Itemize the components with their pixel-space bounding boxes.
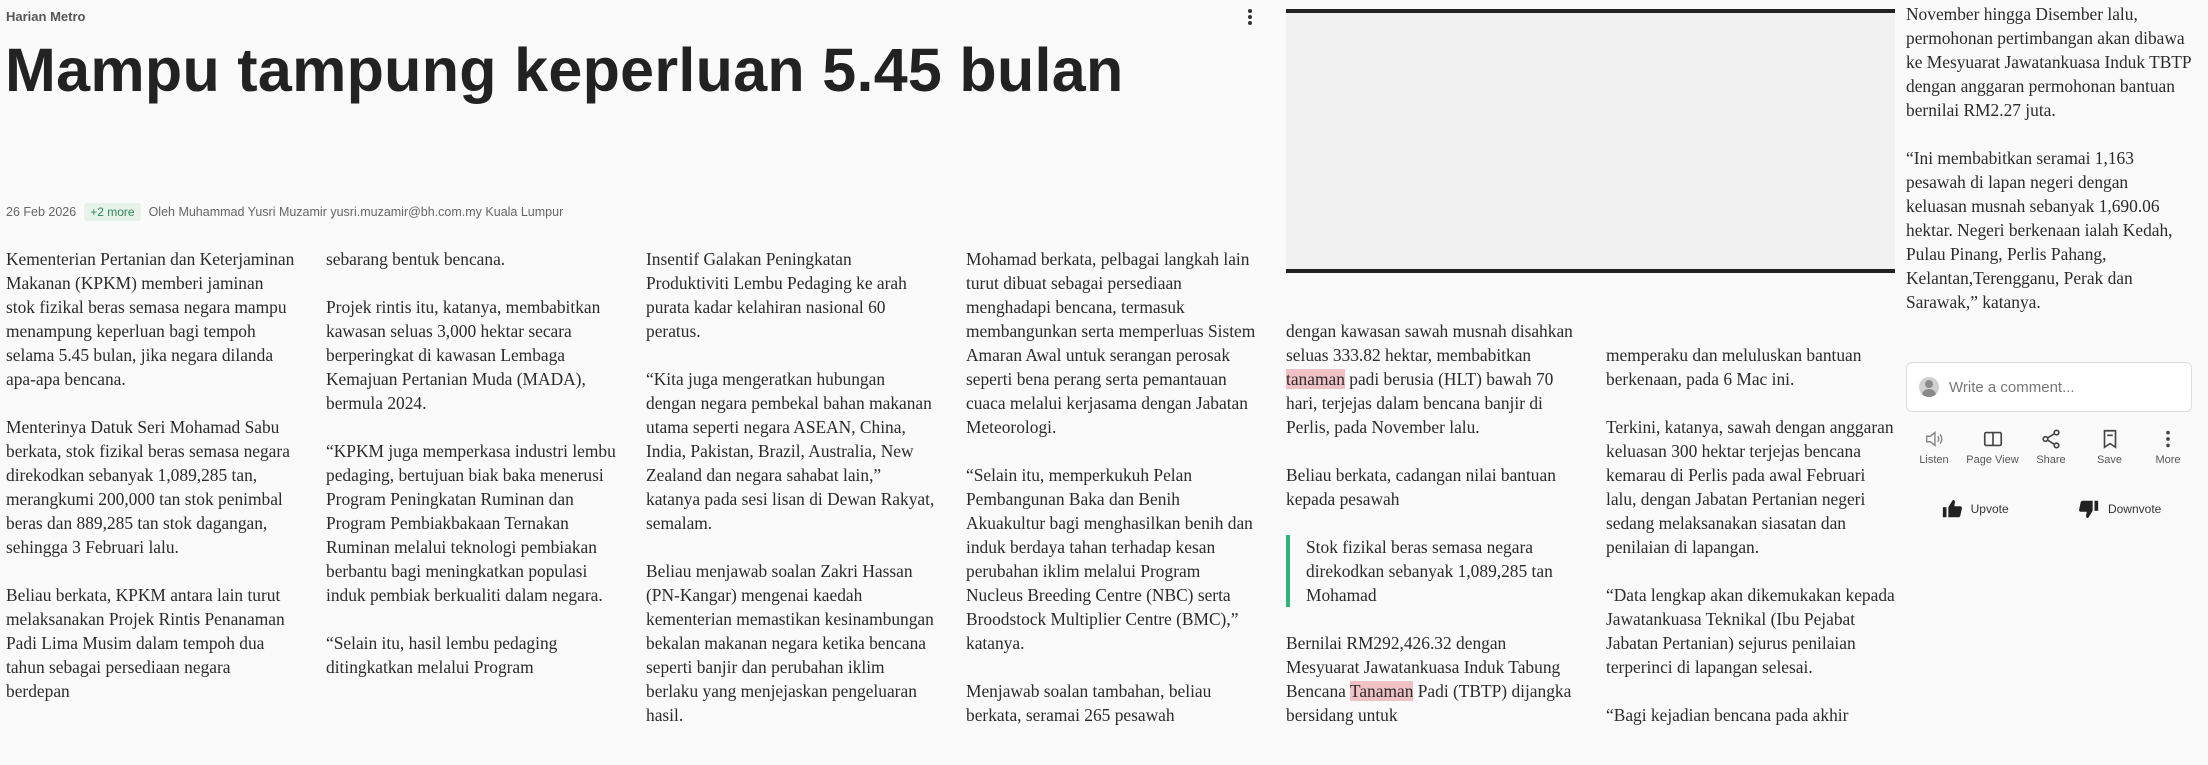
article-image [1286, 9, 1895, 273]
paragraph: Menjawab soalan tambahan, beliau berkata, seramai 265 pesawah [966, 681, 1212, 725]
comment-input[interactable] [1906, 362, 2192, 412]
paragraph: “Data lengkap akan dikemukakan kepada Jawatankuasa Teknikal (Ibu Pejabat Jabatan Pertanian) sejurus penilaian terperinci di lapangan selesai. [1606, 585, 1895, 677]
paragraph: Beliau berkata, cadangan nilai bantuan kepada pesawah [1286, 465, 1556, 509]
text-span: dengan kawasan sawah musnah disahkan seluas 333.82 hektar, membabitkan [1286, 321, 1573, 365]
article-column-3 [646, 247, 936, 751]
highlight[interactable]: Tanaman [1349, 681, 1414, 701]
comment-placeholder: Write a comment... [1949, 378, 2075, 396]
publisher-label: Harian Metro [6, 9, 86, 24]
action-label: More [2155, 454, 2181, 466]
text-span: padi berusia (HLT) bawah 70 hari, terjejas dalam bencana banjir di Perlis, pada November lalu. [1286, 369, 1554, 437]
speaker-icon [1923, 428, 1945, 450]
paragraph: “Kita juga mengeratkan hubungan dengan negara pembekal bahan makanan utama seperti negara ASEAN, China, India, Pakistan, Brazil, Australia, New Zealand dan negara sahabat lain,” katanya pada sesi lisan di Dewan Rakyat, semalam. [646, 369, 935, 533]
save-button[interactable] [2082, 428, 2138, 466]
thumbs-up-icon [1941, 498, 1963, 520]
highlight[interactable]: tanaman [1286, 369, 1345, 389]
action-bar [1906, 428, 2196, 466]
paragraph [1286, 631, 1576, 727]
upvote-label: Upvote [1970, 502, 2009, 516]
paragraph: Projek rintis itu, katanya, membabitkan kawasan seluas 3,000 hektar secara berperingkat di kawasan Lembaga Kemajuan Pertanian Muda (MADA), bermula 2024. [326, 297, 601, 413]
article-meta [6, 203, 563, 221]
sidebar-text [1906, 2, 2191, 338]
share-icon [2040, 428, 2062, 450]
paragraph: “Selain itu, hasil lembu pedaging ditingkatkan melalui Program [326, 633, 558, 677]
upvote-button[interactable] [1941, 498, 2009, 520]
thumbs-down-icon [2078, 498, 2100, 520]
paragraph: Menterinya Datuk Seri Mohamad Sabu berkata, stok fizikal beras semasa negara direkodkan sebanyak 1,089,285 tan, merangkumi 200,000 tan stok penimbal beras dan 889,285 tan stok dagangan, sehingga 3 Februari lalu. [6, 417, 290, 557]
article-byline: Oleh Muhammad Yusri Muzamir yusri.muzamir@bh.com.my Kuala Lumpur [148, 205, 564, 219]
paragraph: sebarang bentuk bencana. [326, 249, 506, 269]
paragraph: Beliau menjawab soalan Zakri Hassan (PN-Kangar) mengenai kaedah kementerian memastikan kesinambungan bekalan makanan negara ketika bencana seperti banjir dan perubahan iklim berlaku yang menjejaskan pengeluaran hasil. [646, 561, 934, 725]
page-view-icon [1982, 428, 2004, 450]
bookmark-icon [2099, 428, 2121, 450]
article-column-6 [1606, 343, 1896, 751]
paragraph: November hingga Disember lalu, permohonan pertimbangan akan dibawa ke Mesyuarat Jawatankuasa Induk TBTP dengan anggaran permohonan bantuan bernilai RM2.27 juta. [1906, 4, 2191, 120]
sidebar [1896, 0, 2208, 565]
page-view-button[interactable] [1965, 428, 2021, 466]
more-options-icon[interactable] [1240, 6, 1260, 28]
downvote-button[interactable] [2078, 498, 2161, 520]
paragraph: memperaku dan meluluskan bantuan berkenaan, pada 6 Mac ini. [1606, 345, 1862, 389]
paragraph: Terkini, katanya, sawah dengan anggaran keluasan 300 hektar terjejas bencana kemarau di Perlis pada awal Februari lalu, dengan Jabatan Pertanian negeri sedang melaksanakan siasatan dan penilaian di lapangan. [1606, 417, 1894, 557]
paragraph: “Bagi kejadian bencana pada akhir [1606, 705, 1849, 725]
share-button[interactable] [2023, 428, 2079, 466]
pull-quote: Stok fizikal beras semasa negara direkodkan sebanyak 1,089,285 tan Mohamad [1286, 535, 1576, 607]
paragraph: “Ini membabitkan seramai 1,163 pesawah di lapan negeri dengan keluasan musnah sebanyak 1,690.06 hektar. Negeri berkenaan ialah Kedah, Pulau Pinang, Perlis Pahang, Kelantan,Terengganu, Perak dan Sarawak,” katanya. [1906, 148, 2173, 312]
paragraph: Insentif Galakan Peningkatan Produktiviti Lembu Pedaging ke arah purata kadar kelahiran nasional 60 peratus. [646, 249, 907, 341]
paragraph: Mohamad berkata, pelbagai langkah lain turut dibuat sebagai persediaan menghadapi bencana, termasuk membangunkan serta memperluas Sistem Amaran Awal untuk serangan perosak seperti bena perang serta pemantauan cuaca melalui kerjasama dengan Jabatan Meteorologi. [966, 249, 1256, 437]
more-tags-button[interactable]: +2 more [84, 203, 140, 221]
paragraph: Beliau berkata, KPKM antara lain turut melaksanakan Projek Rintis Penanaman Padi Lima Musim dalam tempoh dua tahun sebagai persediaan negara berdepan [6, 585, 285, 701]
downvote-label: Downvote [2107, 502, 2162, 516]
more-vertical-icon [2157, 428, 2179, 450]
article-column-4 [966, 247, 1256, 751]
action-label: Save [2096, 454, 2123, 466]
text-span: Bernilai RM292,426.32 dengan Mesyuarat Jawatankuasa Induk Tabung Bencana [1286, 633, 1561, 701]
paragraph [1286, 319, 1576, 439]
paragraph: “Selain itu, memperkukuh Pelan Pembangunan Baka dan Benih Akuakultur bagi menghasilkan benih dan induk berdaya tahan terhadap kesan perubahan iklim melalui Program Nucleus Breeding Centre (NBC) serta Broodstock Multiplier Centre (BMC),” katanya. [966, 465, 1253, 653]
article-column-2 [326, 247, 616, 703]
article-column-1 [6, 247, 296, 727]
listen-button[interactable] [1906, 428, 1962, 466]
article-column-5 [1286, 319, 1576, 751]
action-label: Share [2036, 454, 2066, 466]
text-span: Padi (TBTP) dijangka bersidang untuk [1286, 681, 1572, 725]
article-date: 26 Feb 2026 [6, 205, 77, 219]
article-title: Mampu tampung keperluan 5.45 bulan [5, 36, 1124, 104]
action-label: Page View [1966, 454, 2019, 466]
action-label: Listen [1919, 454, 1949, 466]
more-button[interactable] [2140, 428, 2196, 466]
paragraph: Kementerian Pertanian dan Keterjaminan Makanan (KPKM) memberi jaminan stok fizikal beras semasa negara mampu menampung keperluan bagi tempoh selama 5.45 bulan, jika negara dilanda apa-apa bencana. [6, 249, 295, 389]
vote-bar [1906, 498, 2196, 520]
avatar-icon [1919, 377, 1939, 397]
paragraph: “KPKM juga memperkasa industri lembu pedaging, bertujuan biak baka menerusi Program Peningkatan Ruminan dan Program Pembiakbakaan Ternakan Ruminan melalui teknologi pembiakan berbantu bagi meningkatkan populasi induk pembiak berkualiti dalam negara. [326, 441, 616, 605]
